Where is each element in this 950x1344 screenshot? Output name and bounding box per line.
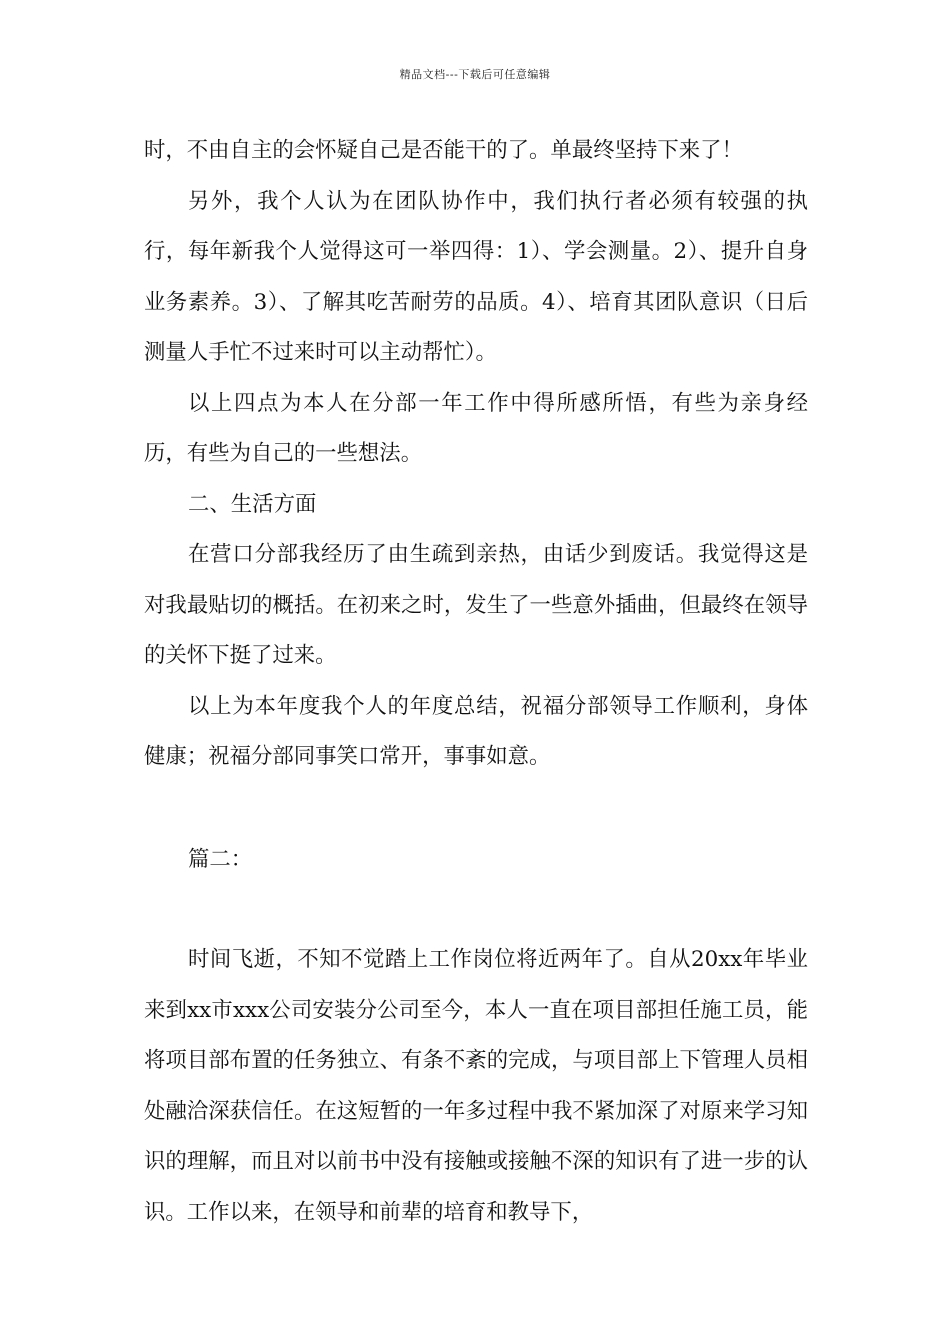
spacer bbox=[144, 783, 808, 835]
paragraph-continuation: 时，不由自主的会怀疑自己是否能干的了。单最终坚持下来了！ bbox=[144, 138, 743, 163]
paragraph-teamwork: 另外，我个人认为在团队协作中，我们执行者必须有较强的执行，每年新我个人觉得这可一举四得：1）、学会测量。2）、提升自身业务素养。3）、了解其吃苦耐劳的品质。4）、培育其团队意识（日后测量人手忙不过来时可以主动帮忙）。 bbox=[144, 188, 808, 365]
paragraph-part-two: 时间飞逝，不知不觉踏上工作岗位将近两年了。自从20xx年毕业来到xx市xxx公司安装分公司至今，本人一直在项目部担任施工员，能将项目部布置的任务独立、有条不紊的完成，与项目部上下管理人员相处融洽深获信任。在这短暂的一年多过程中我不紧加深了对原来学习知识的理解，而且对以前书中没有接触或接触不深的知识有了进一步的认识。工作以来，在领导和前辈的培育和教导下， bbox=[144, 947, 808, 1225]
paragraph-closing: 以上为本年度我个人的年度总结，祝福分部领导工作顺利，身体健康；祝福分部同事笑口常开，事事如意。 bbox=[144, 693, 808, 769]
paragraph-summary-points: 以上四点为本人在分部一年工作中得所感所悟，有些为亲身经历，有些为自己的一些想法。 bbox=[144, 390, 808, 466]
paragraph-life: 在营口分部我经历了由生疏到亲热，由话少到废话。我觉得这是对我最贴切的概括。在初来之时，发生了一些意外插曲，但最终在领导的关怀下挺了过来。 bbox=[144, 542, 808, 668]
spacer bbox=[144, 885, 808, 935]
section-heading-life: 二、生活方面 bbox=[188, 491, 317, 517]
document-body bbox=[144, 126, 808, 1238]
page-header: 精品文档---下载后可任意编辑 bbox=[399, 68, 551, 81]
part-two-heading: 篇二： bbox=[188, 846, 253, 872]
